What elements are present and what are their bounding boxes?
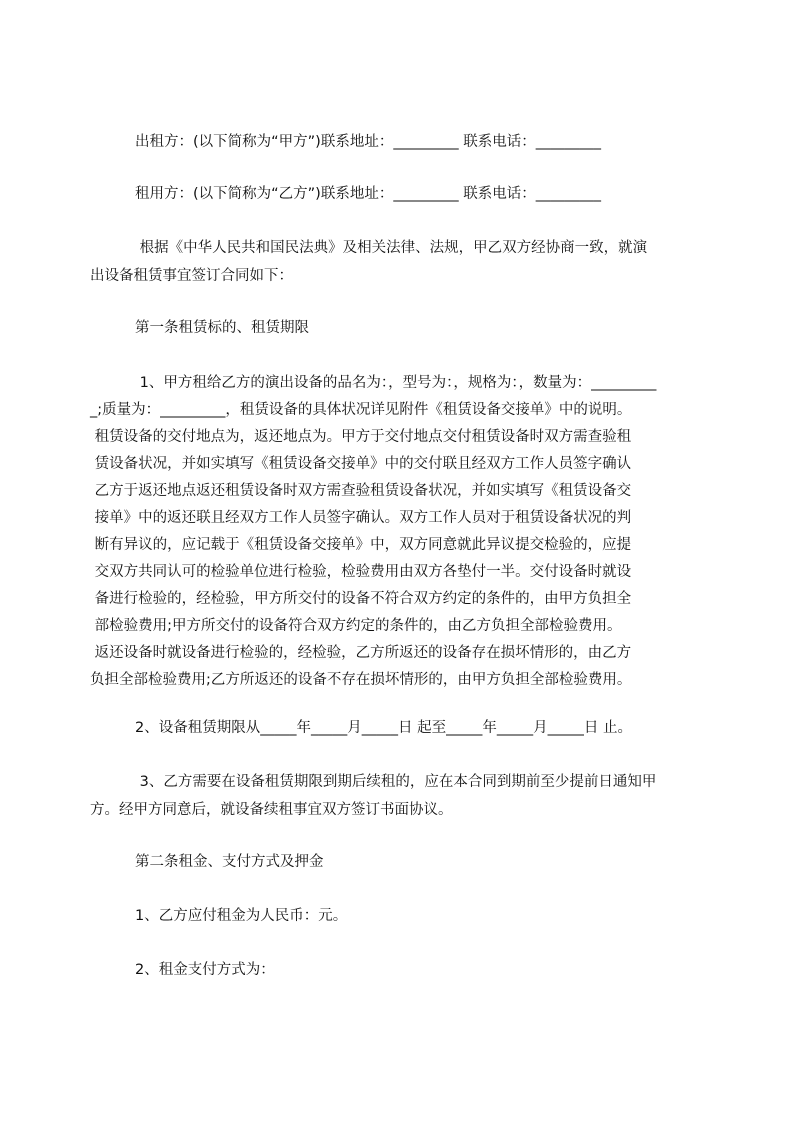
intro-line-1: 根据《中华人民共和国民法典》及相关法律、法规，甲乙双方经协商一致，就演: [135, 240, 648, 256]
clause1-line: 负担全部检验费用;乙方所返还的设备不存在损坏情形的，由甲方负担全部检验费用。: [90, 672, 632, 688]
article2-clause2: 2、租金支付方式为：: [135, 962, 275, 978]
lessee-line: 租用方：(以下简称为“乙方”)联系地址：_________ 联系电话：_________: [135, 186, 601, 202]
article2-heading: 第二条租金、支付方式及押金: [135, 854, 324, 870]
clause1-line: 租赁设备的交付地点为，返还地点为。甲方于交付地点交付租赁设备时双方需查验租: [90, 429, 632, 445]
clause1-line: 备进行检验的，经检验，甲方所交付的设备不符合双方约定的条件的，由甲方负担全: [90, 591, 632, 607]
clause1-line: 赁设备状况，并如实填写《租赁设备交接单》中的交付联且经双方工作人员签字确认: [90, 456, 632, 472]
clause1-line: 1、甲方租给乙方的演出设备的品名为：，型号为：，规格为：，数量为：_________: [135, 375, 657, 391]
article2-clause1: 1、乙方应付租金为人民币：元。: [135, 908, 348, 924]
article1-clause2: 2、设备租赁期限从_____年_____月_____日 起至_____年_____月_____日 止。: [135, 720, 632, 736]
clause1-line: 断有异议的，应记载于《租赁设备交接单》中，双方同意就此异议提交检验的，应提: [90, 537, 632, 553]
article1-heading: 第一条租赁标的、租赁期限: [135, 320, 309, 336]
clause1-line: 返还设备时就设备进行检验的，经检验，乙方所返还的设备存在损坏情形的，由乙方: [90, 645, 632, 661]
article1-clause3-line-2: 方。经甲方同意后，就设备续租事宜双方签订书面协议。: [90, 802, 453, 818]
clause1-line: 接单》中的返还联且经双方工作人员签字确认。双方工作人员对于租赁设备状况的判: [90, 510, 632, 526]
clause1-line: _;质量为：_________，租赁设备的具体状况详见附件《租赁设备交接单》中的说明。: [90, 402, 632, 418]
article1-clause3-line-1: 3、乙方需要在设备租赁期限到期后续租的，应在本合同到期前至少提前日通知甲: [135, 774, 657, 790]
lessor-line: 出租方：(以下简称为“甲方”)联系地址：_________ 联系电话：_________: [135, 134, 601, 150]
clause1-line: 交双方共同认可的检验单位进行检验，检验费用由双方各垫付一半。交付设备时就设: [90, 564, 632, 580]
clause1-line: 乙方于返还地点返还租赁设备时双方需查验租赁设备状况，并如实填写《租赁设备交: [90, 483, 632, 499]
clause1-line: 部检验费用;甲方所交付的设备符合双方约定的条件的，由乙方负担全部检验费用。: [90, 618, 622, 634]
intro-line-2: 出设备租赁事宜签订合同如下：: [90, 268, 293, 284]
